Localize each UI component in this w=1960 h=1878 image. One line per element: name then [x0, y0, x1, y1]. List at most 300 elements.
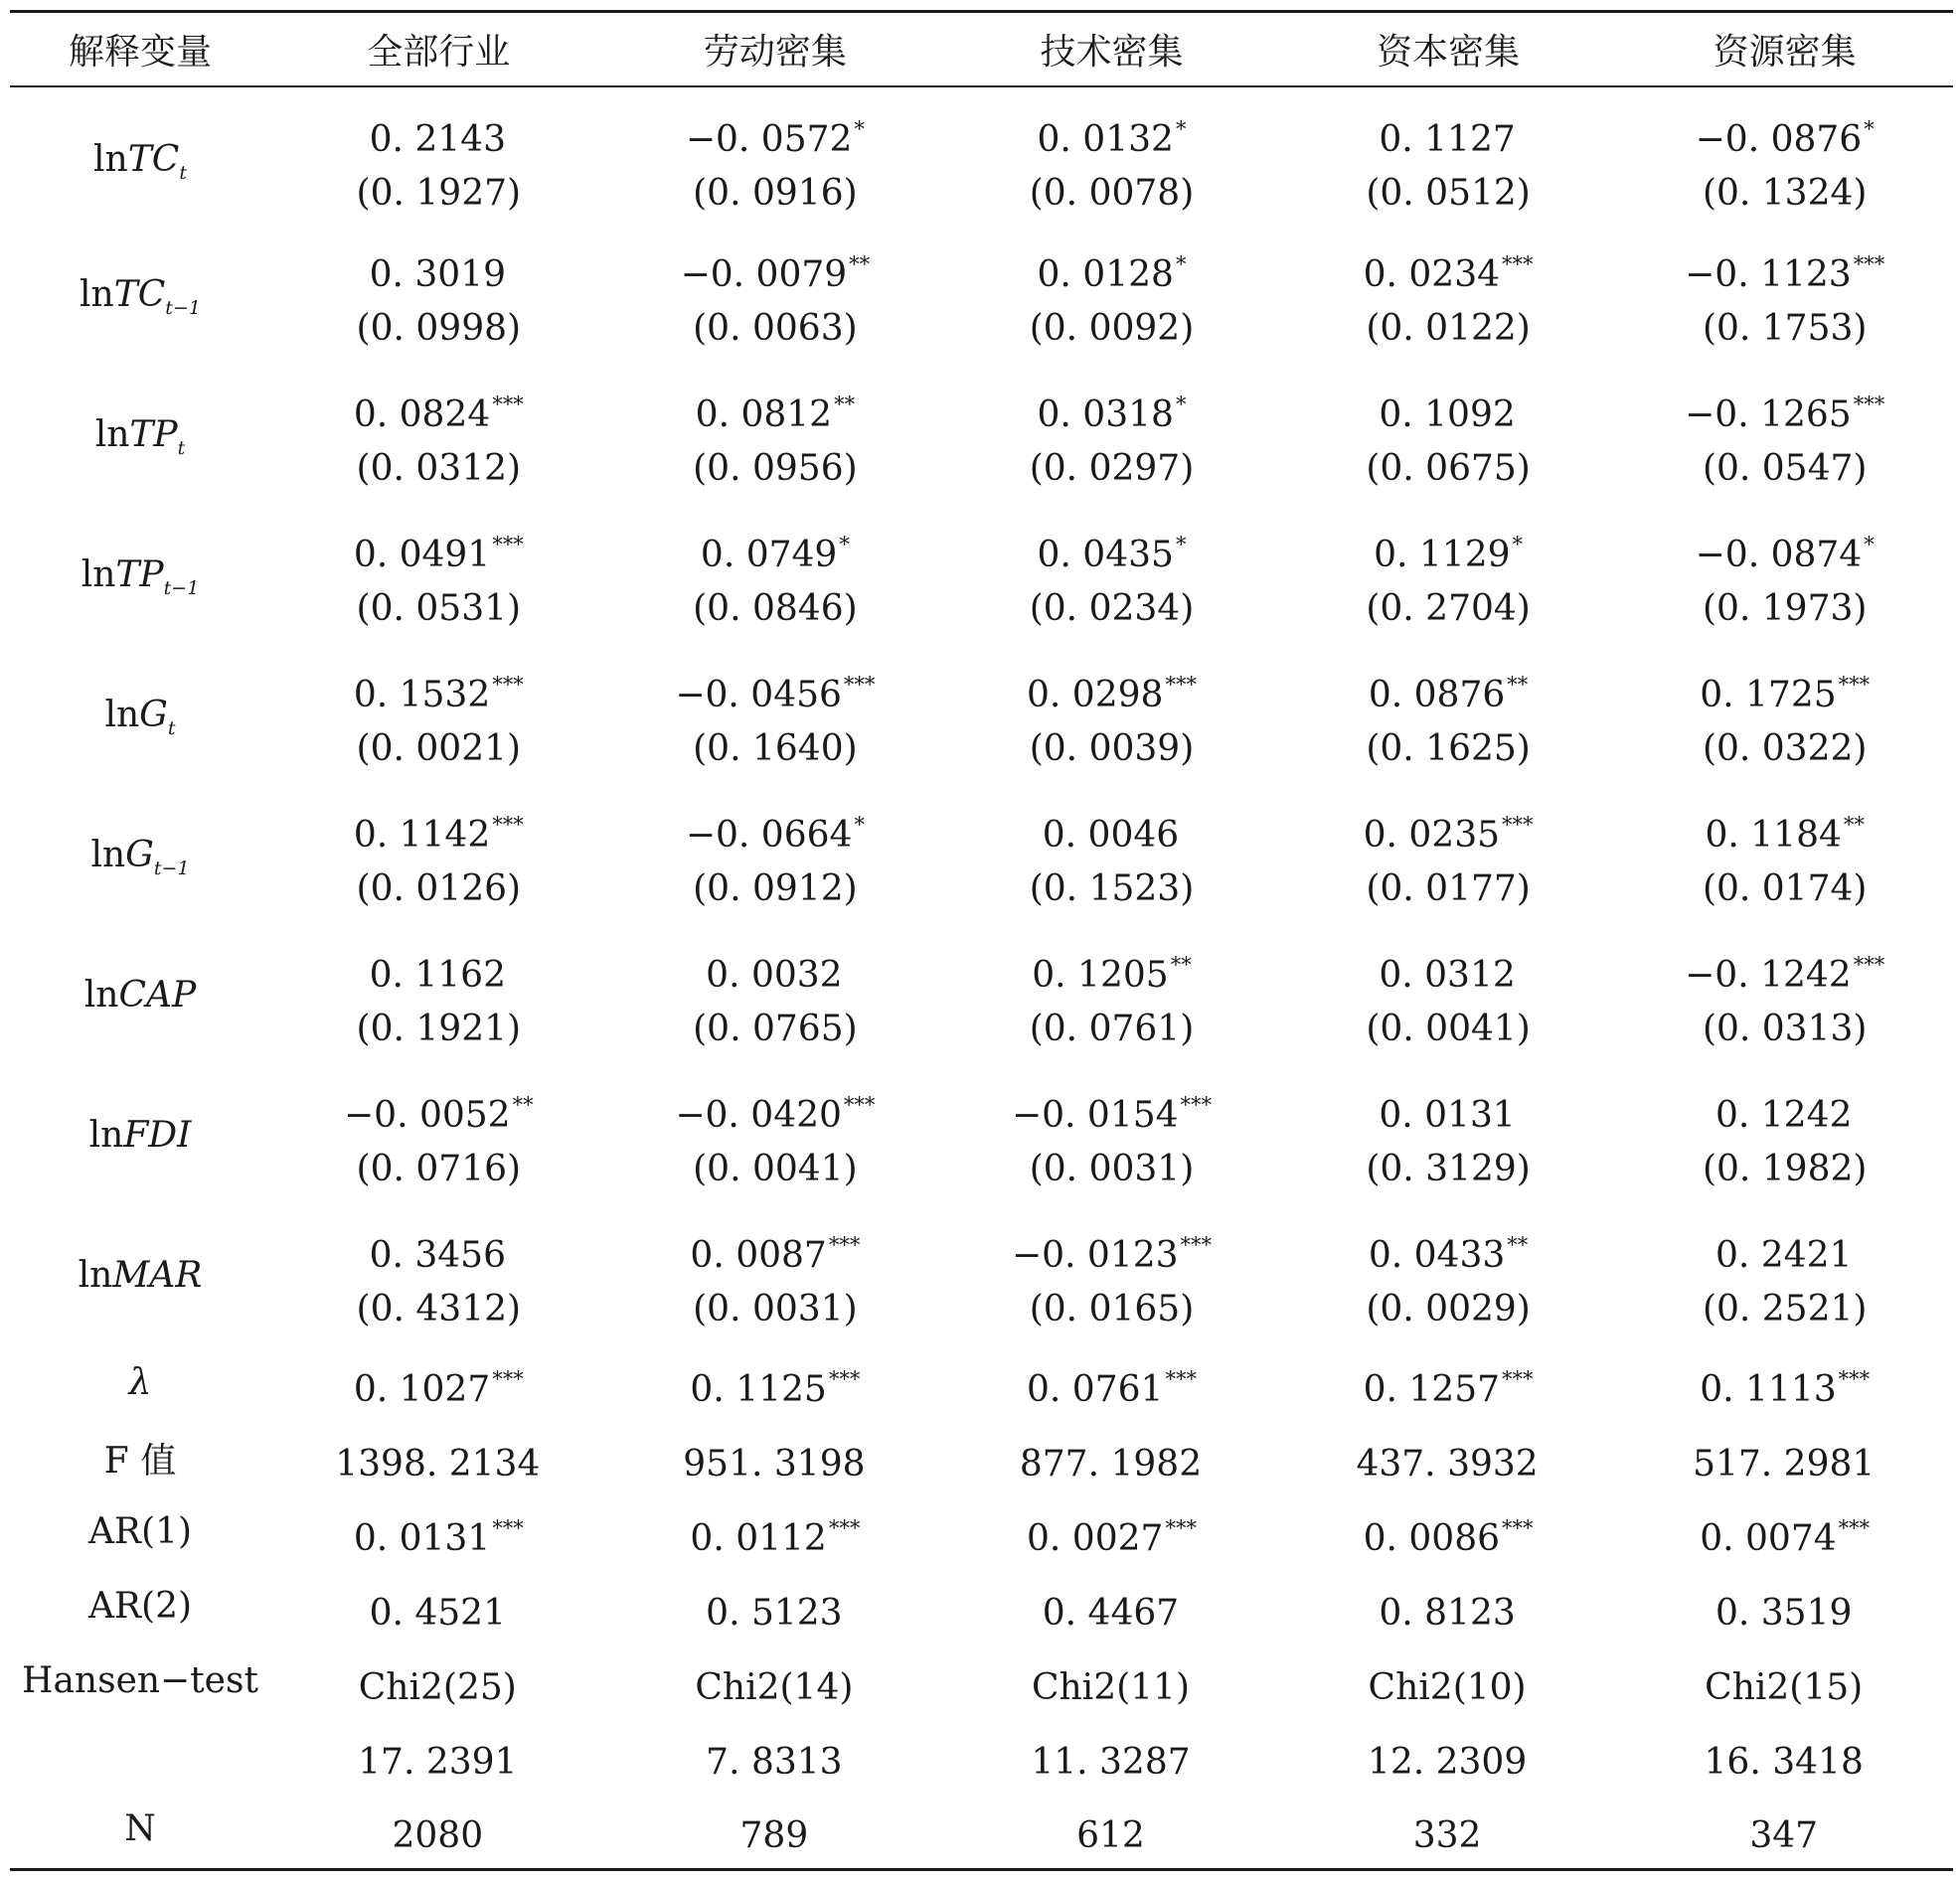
coefficient-value: 0. 1532 — [353, 675, 491, 715]
table-row — [10, 927, 1953, 1067]
value-cell — [270, 86, 607, 227]
variable-symbol: TP — [115, 554, 164, 595]
table-row — [10, 1795, 1953, 1869]
coefficient-line — [1616, 1650, 1953, 1715]
significance-stars: *** — [1180, 1233, 1213, 1257]
coefficient-line — [270, 378, 607, 442]
coefficient-value: 0. 0131 — [353, 1518, 491, 1559]
standard-error: (0. 0761) — [1029, 1009, 1195, 1049]
significance-stars: *** — [1838, 673, 1871, 697]
coefficient-line — [943, 1799, 1280, 1863]
significance-stars: *** — [492, 1516, 524, 1540]
variable-name-cell — [10, 1067, 270, 1207]
coefficient-value: −0. 0154 — [1011, 1095, 1179, 1136]
table-row — [10, 86, 1953, 227]
header-cell-technology-intensive: 技术密集 — [943, 12, 1280, 87]
standard-error: (0. 1625) — [1366, 728, 1531, 769]
coefficient-value: 0. 0824 — [353, 394, 491, 435]
standard-error: (0. 0956) — [693, 448, 858, 489]
value-cell — [1616, 227, 1953, 367]
coefficient-value: 332 — [1412, 1815, 1482, 1857]
value-cell — [607, 1422, 944, 1496]
value-cell — [1616, 1347, 1953, 1422]
value-cell — [1616, 647, 1953, 787]
coefficient-value: 0. 0761 — [1027, 1369, 1164, 1410]
value-cell — [943, 1347, 1280, 1422]
coefficient-line — [1280, 518, 1617, 582]
value-cell — [1280, 227, 1617, 367]
variable-subscript: t — [179, 161, 187, 184]
coefficient-line — [607, 1799, 944, 1863]
variable-subscript: t−1 — [165, 297, 201, 319]
coefficient-value: 0. 0435 — [1037, 535, 1174, 575]
coefficient-value: 0. 5123 — [706, 1593, 843, 1634]
significance-stars: *** — [492, 813, 524, 837]
variable-symbol: TC — [127, 138, 180, 180]
standard-error: (0. 0234) — [1029, 588, 1195, 629]
coefficient-line — [1280, 1218, 1617, 1283]
significance-stars: * — [1864, 533, 1875, 556]
coefficient-line — [1616, 1427, 1953, 1491]
standard-error: (0. 0322) — [1702, 728, 1868, 769]
coefficient-line — [270, 1352, 607, 1417]
value-cell — [1616, 1645, 1953, 1720]
value-cell — [943, 1795, 1280, 1869]
standard-error: (0. 0029) — [1366, 1289, 1531, 1330]
standard-error: (0. 0063) — [693, 308, 858, 349]
coefficient-value: 0. 1142 — [353, 815, 491, 856]
value-cell — [943, 1422, 1280, 1496]
coefficient-line — [943, 798, 1280, 862]
variable-prefix: ln — [93, 138, 128, 180]
value-cell — [270, 227, 607, 367]
variable-prefix: N — [124, 1808, 156, 1850]
coefficient-value: 0. 0876 — [1368, 675, 1506, 715]
coefficient-value: 17. 2391 — [358, 1742, 518, 1783]
coefficient-value: −0. 0123 — [1011, 1235, 1179, 1276]
value-cell — [607, 367, 944, 507]
standard-error: (0. 0512) — [1366, 172, 1531, 214]
coefficient-value: 0. 0312 — [1379, 955, 1516, 996]
coefficient-value: 0. 3519 — [1715, 1593, 1853, 1634]
coefficient-line — [1616, 1725, 1953, 1790]
coefficient-line — [607, 1218, 944, 1283]
variable-symbol: G — [139, 695, 168, 735]
table-row — [10, 1207, 1953, 1347]
table-row — [10, 227, 1953, 367]
coefficient-value: 16. 3418 — [1704, 1742, 1864, 1783]
table-row — [10, 787, 1953, 927]
value-cell — [270, 1795, 607, 1869]
value-cell — [943, 507, 1280, 647]
coefficient-value: 437. 3932 — [1356, 1444, 1539, 1485]
coefficient-line — [1280, 1725, 1617, 1790]
coefficient-line — [943, 518, 1280, 582]
standard-error: (0. 0021) — [356, 728, 522, 769]
table-row — [10, 1496, 1953, 1571]
coefficient-value: 877. 1982 — [1019, 1444, 1203, 1485]
coefficient-value: 347 — [1749, 1815, 1819, 1857]
standard-error: (0. 1973) — [1702, 588, 1868, 629]
variable-prefix: Hansen−test — [22, 1660, 258, 1701]
coefficient-line — [607, 1501, 944, 1566]
header-row — [10, 12, 1953, 87]
value-cell — [270, 1347, 607, 1422]
coefficient-value: 0. 4467 — [1042, 1593, 1180, 1634]
standard-error: (0. 0716) — [356, 1149, 522, 1189]
table-row — [10, 1067, 1953, 1207]
variable-name-cell — [10, 1496, 270, 1571]
table-row — [10, 367, 1953, 507]
variable-name-cell — [10, 1207, 270, 1347]
coefficient-value: 0. 0086 — [1363, 1518, 1501, 1559]
coefficient-line — [943, 1427, 1280, 1491]
significance-stars: *** — [492, 673, 524, 697]
variable-name-cell — [10, 1347, 270, 1422]
coefficient-line — [1280, 798, 1617, 862]
coefficient-line — [607, 518, 944, 582]
variable-name-cell — [10, 647, 270, 787]
variable-symbol: FDI — [123, 1115, 192, 1156]
coefficient-line — [607, 798, 944, 862]
standard-error: (0. 0846) — [693, 588, 858, 629]
coefficient-line — [607, 378, 944, 442]
value-cell — [943, 1571, 1280, 1645]
coefficient-line — [1280, 378, 1617, 442]
coefficient-value: 0. 0128 — [1037, 254, 1174, 295]
significance-stars: * — [839, 533, 850, 556]
variable-subscript: t — [177, 437, 186, 459]
variable-name-cell — [10, 787, 270, 927]
coefficient-line — [1616, 378, 1953, 442]
value-cell — [607, 1571, 944, 1645]
table-row — [10, 1571, 1953, 1645]
coefficient-line — [1616, 938, 1953, 1003]
coefficient-value: 0. 0087 — [690, 1235, 827, 1276]
coefficient-value: 0. 1113 — [1700, 1369, 1837, 1410]
variable-prefix: ln — [88, 1115, 124, 1156]
significance-stars: *** — [1165, 1367, 1197, 1391]
coefficient-value: 612 — [1076, 1815, 1145, 1857]
coefficient-value: 0. 0074 — [1700, 1518, 1837, 1559]
value-cell — [1280, 927, 1617, 1067]
coefficient-line — [943, 1650, 1280, 1715]
variable-subscript: t — [167, 717, 176, 739]
value-cell — [1280, 1496, 1617, 1571]
coefficient-line — [270, 102, 607, 167]
significance-stars: *** — [1165, 673, 1197, 697]
significance-stars: ** — [512, 1093, 534, 1117]
value-cell — [1280, 1067, 1617, 1207]
coefficient-value: 0. 0491 — [353, 535, 491, 575]
coefficient-line — [1280, 1427, 1617, 1491]
value-cell — [270, 787, 607, 927]
variable-symbol: λ — [128, 1362, 152, 1403]
variable-symbol: G — [125, 835, 154, 875]
value-cell — [270, 507, 607, 647]
coefficient-value: 1398. 2134 — [335, 1444, 541, 1485]
significance-stars: ** — [1843, 813, 1865, 837]
coefficient-line — [1616, 237, 1953, 302]
coefficient-line — [270, 658, 607, 722]
coefficient-value: Chi2(15) — [1705, 1667, 1864, 1708]
value-cell — [1616, 1571, 1953, 1645]
coefficient-value: 0. 3019 — [369, 254, 506, 295]
standard-error: (0. 0041) — [1366, 1009, 1531, 1049]
significance-stars: *** — [1180, 1093, 1213, 1117]
significance-stars: *** — [492, 1367, 524, 1391]
coefficient-value: −0. 0874 — [1695, 535, 1863, 575]
coefficient-value: 0. 1184 — [1705, 815, 1842, 856]
standard-error: (0. 0998) — [356, 308, 522, 349]
coefficient-value: 0. 2143 — [369, 118, 506, 160]
value-cell — [270, 1571, 607, 1645]
standard-error: (0. 2704) — [1366, 588, 1531, 629]
coefficient-line — [1616, 102, 1953, 167]
significance-stars: *** — [828, 1516, 861, 1540]
coefficient-value: −0. 0572 — [685, 118, 853, 160]
significance-stars: *** — [1165, 1516, 1197, 1540]
value-cell — [607, 1720, 944, 1795]
coefficient-value: 0. 0298 — [1027, 675, 1164, 715]
coefficient-value: 0. 1725 — [1700, 675, 1837, 715]
coefficient-value: 11. 3287 — [1031, 1742, 1191, 1783]
standard-error: (0. 0174) — [1702, 868, 1868, 909]
significance-stars: * — [1175, 252, 1187, 276]
significance-stars: *** — [1853, 252, 1885, 276]
coefficient-line — [270, 1725, 607, 1790]
variable-name-cell — [10, 1645, 270, 1720]
coefficient-value: 0. 1242 — [1715, 1095, 1853, 1136]
coefficient-line — [1616, 518, 1953, 582]
value-cell — [270, 1067, 607, 1207]
coefficient-value: 0. 1129 — [1374, 535, 1511, 575]
significance-stars: *** — [1502, 1367, 1534, 1391]
significance-stars: *** — [1502, 1516, 1534, 1540]
variable-symbol: TC — [113, 274, 166, 315]
standard-error: (0. 0916) — [693, 172, 858, 214]
standard-error: (0. 0177) — [1366, 868, 1531, 909]
variable-name-cell — [10, 1795, 270, 1869]
value-cell — [1616, 1795, 1953, 1869]
value-cell — [607, 1207, 944, 1347]
value-cell — [1280, 1422, 1617, 1496]
variable-name-cell — [10, 1720, 270, 1795]
value-cell — [1280, 1645, 1617, 1720]
coefficient-line — [270, 798, 607, 862]
coefficient-value: −0. 1123 — [1685, 254, 1852, 295]
standard-error: (0. 1927) — [356, 172, 522, 214]
coefficient-line — [1280, 1352, 1617, 1417]
variable-prefix: ln — [94, 414, 130, 455]
coefficient-value: 0. 1205 — [1032, 955, 1169, 996]
coefficient-line — [607, 102, 944, 167]
standard-error: (0. 4312) — [356, 1289, 522, 1330]
coefficient-value: Chi2(11) — [1031, 1667, 1190, 1708]
standard-error: (0. 0078) — [1029, 172, 1195, 214]
value-cell — [607, 1347, 944, 1422]
value-cell — [1280, 1207, 1617, 1347]
coefficient-line — [1616, 1799, 1953, 1863]
coefficient-line — [607, 1078, 944, 1143]
value-cell — [1280, 787, 1617, 927]
variable-prefix: F 值 — [103, 1441, 177, 1482]
coefficient-value: 0. 0433 — [1368, 1235, 1506, 1276]
coefficient-value: 7. 8313 — [706, 1742, 843, 1783]
coefficient-line — [270, 518, 607, 582]
coefficient-line — [270, 1650, 607, 1715]
coefficient-value: 0. 2421 — [1715, 1235, 1853, 1276]
variable-name-cell — [10, 227, 270, 367]
header-cell-capital-intensive: 资本密集 — [1280, 12, 1617, 87]
value-cell — [270, 647, 607, 787]
variable-name-cell — [10, 927, 270, 1067]
value-cell — [1280, 367, 1617, 507]
significance-stars: *** — [1838, 1367, 1871, 1391]
significance-stars: *** — [492, 392, 524, 416]
variable-symbol: TP — [129, 414, 178, 455]
coefficient-line — [943, 658, 1280, 722]
coefficient-line — [270, 237, 607, 302]
table-row — [10, 1720, 1953, 1795]
variable-prefix: ln — [78, 1255, 113, 1296]
significance-stars: * — [1175, 116, 1187, 141]
value-cell — [607, 647, 944, 787]
value-cell — [270, 367, 607, 507]
value-cell — [607, 507, 944, 647]
coefficient-line — [270, 1078, 607, 1143]
standard-error: (0. 1921) — [356, 1009, 522, 1049]
significance-stars: *** — [1838, 1516, 1871, 1540]
coefficient-line — [1616, 1576, 1953, 1641]
coefficient-value: 0. 1162 — [369, 955, 506, 996]
value-cell — [943, 927, 1280, 1067]
coefficient-value: 789 — [739, 1815, 809, 1857]
significance-stars: *** — [828, 1367, 861, 1391]
coefficient-line — [1616, 1501, 1953, 1566]
standard-error: (0. 0912) — [693, 868, 858, 909]
coefficient-line — [1280, 1799, 1617, 1863]
variable-symbol: MAR — [112, 1255, 203, 1296]
coefficient-line — [1616, 1218, 1953, 1283]
variable-prefix: AR(1) — [87, 1511, 193, 1552]
coefficient-line — [607, 1725, 944, 1790]
standard-error: (0. 0675) — [1366, 448, 1531, 489]
variable-name-cell — [10, 507, 270, 647]
standard-error: (0. 1753) — [1702, 308, 1868, 349]
significance-stars: ** — [834, 392, 856, 416]
value-cell — [943, 367, 1280, 507]
value-cell — [1616, 507, 1953, 647]
coefficient-line — [1280, 658, 1617, 722]
value-cell — [943, 1496, 1280, 1571]
header-cell-all-industries: 全部行业 — [270, 12, 607, 87]
significance-stars: *** — [828, 1233, 861, 1257]
coefficient-line — [270, 1501, 607, 1566]
significance-stars: ** — [1507, 673, 1529, 697]
variable-prefix: ln — [81, 554, 116, 595]
coefficient-line — [943, 938, 1280, 1003]
standard-error: (0. 0165) — [1029, 1289, 1195, 1330]
coefficient-value: 0. 1257 — [1363, 1369, 1501, 1410]
value-cell — [1616, 1720, 1953, 1795]
coefficient-value: Chi2(10) — [1368, 1667, 1527, 1708]
value-cell — [607, 787, 944, 927]
coefficient-line — [1280, 1501, 1617, 1566]
coefficient-line — [943, 1576, 1280, 1641]
standard-error: (0. 0041) — [693, 1149, 858, 1189]
value-cell — [607, 1067, 944, 1207]
significance-stars: *** — [843, 673, 876, 697]
significance-stars: * — [1512, 533, 1524, 556]
coefficient-line — [943, 378, 1280, 442]
variable-name-cell — [10, 1422, 270, 1496]
coefficient-value: Chi2(14) — [695, 1667, 854, 1708]
coefficient-line — [943, 1218, 1280, 1283]
coefficient-value: 951. 3198 — [683, 1444, 866, 1485]
standard-error: (0. 0126) — [356, 868, 522, 909]
coefficient-value: 0. 1125 — [690, 1369, 827, 1410]
coefficient-line — [1616, 658, 1953, 722]
coefficient-line — [1280, 938, 1617, 1003]
value-cell — [1280, 1795, 1617, 1869]
standard-error: (0. 0547) — [1702, 448, 1868, 489]
value-cell — [943, 86, 1280, 227]
variable-name-cell — [10, 1571, 270, 1645]
header-cell-resource-intensive: 资源密集 — [1616, 12, 1953, 87]
standard-error: (0. 3129) — [1366, 1149, 1531, 1189]
value-cell — [1616, 367, 1953, 507]
coefficient-value: −0. 0079 — [680, 254, 848, 295]
value-cell — [270, 1645, 607, 1720]
value-cell — [607, 86, 944, 227]
coefficient-value: 0. 0046 — [1042, 815, 1180, 856]
value-cell — [943, 1207, 1280, 1347]
coefficient-value: 517. 2981 — [1693, 1444, 1876, 1485]
coefficient-value: 0. 0032 — [706, 955, 843, 996]
coefficient-line — [1280, 1078, 1617, 1143]
significance-stars: *** — [1502, 252, 1534, 276]
coefficient-value: 2080 — [392, 1815, 484, 1857]
value-cell — [270, 1207, 607, 1347]
standard-error: (0. 0765) — [693, 1009, 858, 1049]
coefficient-value: −0. 0052 — [344, 1095, 511, 1136]
coefficient-line — [943, 237, 1280, 302]
value-cell — [1616, 1067, 1953, 1207]
significance-stars: *** — [492, 533, 524, 556]
coefficient-line — [607, 1352, 944, 1417]
coefficient-line — [1616, 798, 1953, 862]
header-cell-labor-intensive: 劳动密集 — [607, 12, 944, 87]
coefficient-value: 0. 1092 — [1379, 394, 1516, 435]
value-cell — [1616, 787, 1953, 927]
regression-results-table — [10, 10, 1953, 1871]
header-cell-variable: 解释变量 — [10, 12, 270, 87]
coefficient-line — [1616, 1078, 1953, 1143]
significance-stars: ** — [1507, 1233, 1529, 1257]
value-cell — [607, 1496, 944, 1571]
table-row — [10, 1347, 1953, 1422]
coefficient-value: 0. 8123 — [1379, 1593, 1516, 1634]
coefficient-line — [270, 1799, 607, 1863]
table-body — [10, 86, 1953, 1869]
coefficient-line — [607, 1650, 944, 1715]
value-cell — [607, 1795, 944, 1869]
coefficient-value: −0. 0456 — [675, 675, 842, 715]
coefficient-value: 0. 0131 — [1379, 1095, 1516, 1136]
value-cell — [943, 1067, 1280, 1207]
value-cell — [943, 227, 1280, 367]
